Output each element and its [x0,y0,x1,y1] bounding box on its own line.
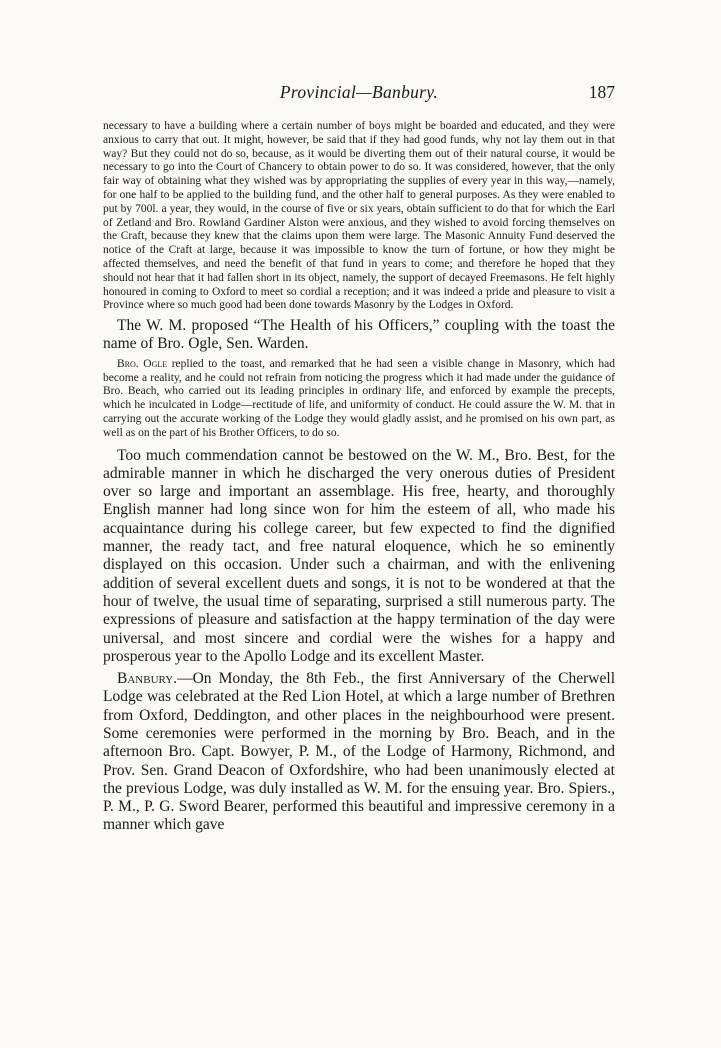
running-title: Provincial—Banbury. [279,82,439,102]
document-page [103,82,615,835]
toast-paragraph: The W. M. proposed “The Health of his Officers,” coupling with the toast the name of Bro. Ogle, Sen. Warden. [103,317,615,353]
banbury-paragraph [103,670,615,835]
section-heading: Banbury. [117,670,178,688]
speech-paragraph: necessary to have a building where a certain number of boys might be boarded and educated, and they were anxious to carry that out. It might, however, be said that if they had good funds, why not lay them out in that way? But they could not do so, because, as it would be diverting them out of their natural course, it would be necessary to go into the Court of Chancery to obtain power to do so. It was considered, however, that the only fair way of obtaining what they wished was by appropriating the supplies of every year in this way,—namely, for one half to be applied to the building fund, and the other half to general purposes. As they were enabled to put by 700l. a year, they would, in the course of five or six years, obtain sufficient to do that for which the Earl of Zetland and Bro. Rowland Gardiner Alston were anxious, and they wished to avoid forcing themselves on the Craft, because they knew that the claims upon them were large. The Masonic Annuity Fund deserved the notice of the Craft at large, because it was impossible to know the turn of fortune, or how they might be affected themselves, and need the benefit of that fund in years to come; and therefore he hoped that they should not hear that it had fallen short in its object, namely, the support of decayed Freemasons. He felt highly honoured in coming to Oxford to meet so cordial a reception; and it was indeed a pride and pleasure to visit a Province where so much good had been done towards Masonry by the Lodges in Oxford. [103,120,615,312]
reply-paragraph [103,358,615,441]
commendation-paragraph: Too much commendation cannot be bestowed on the W. M., Bro. Best, for the admirable manner in which he discharged the very onerous duties of President over so large and important an assemblage. His free, hearty, and thoroughly English manner had long since won for him the esteem of all, who made his acquaintance during his college career, but few expected to find the dignified manner, the ready tact, and free natural eloquence, which he so eminently displayed on this occasion. Under such a chairman, and with the enlivening addition of several excellent duets and songs, it is not to be wondered at that the hour of twelve, the usual time of separating, surprised a still numerous party. The expressions of pleasure and satisfaction at the happy termination of the day were universal, and most sincere and cordial were the wishes for a happy and prosperous year to the Apollo Lodge and its excellent Master. [103,446,615,665]
reply-text: replied to the toast, and remarked that he had seen a visible change in Masonry, which had become a reality, and he could not refrain from noticing the progress which it had made under the guidance of Bro. Beach, who carried out its leading principles in ordinary life, and enforced by example the precepts, which he inculcated in Lodge—rectitude of life, and uniformity of conduct. He could assure the W. M. that in carrying out the accurate working of the Lodge they would gladly assist, and he promised on his own part, as well as on the part of his Brother Officers, to do so. [103,357,615,439]
running-header [103,82,615,108]
speaker-name: Bro. Ogle [117,357,168,370]
banbury-text: —On Monday, the 8th Feb., the first Anniversary of the Cherwell Lodge was celebrated at the Red Lion Hotel, at which a large number of Brethren from Oxford, Deddington, and other places in the neighbourhood were present. Some ceremonies were performed in the morning by Bro. Beach, and in the afternoon Bro. Capt. Bowyer, P. M., of the Lodge of Harmony, Richmond, and Prov. Sen. Grand Deacon of Oxfordshire, who had been unanimously elected at the previous Lodge, was duly installed as W. M. for the ensuing year. Bro. Spiers., P. M., P. G. Sword Bearer, performed this beautiful and impressive ceremony in a manner which gave [103,670,615,834]
page-number: 187 [588,82,615,102]
